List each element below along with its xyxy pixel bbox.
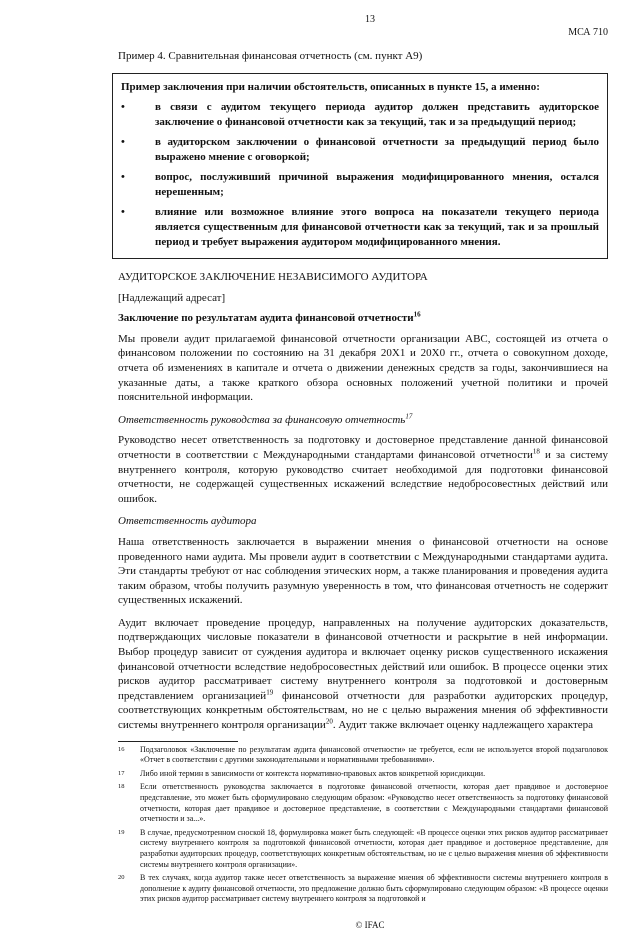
para-text: . Аудит также включает оценку надлежащего характера: [332, 719, 594, 732]
footnote: [118, 828, 608, 870]
footnote-ref: 20: [325, 717, 333, 726]
para-text: финансовой отчетности для разработки аудиторских процедур, соответствующих конкретным обстоятельствам, но не с целью выражения мнения об эффективности системы внутреннего контроля организации: [118, 689, 609, 732]
section-title: [118, 311, 608, 326]
box-title: Пример заключения при наличии обстоятельств, описанных в пункте 15, а именно:: [121, 81, 540, 93]
footnote-text: Либо иной термин в зависимости от контекста нормативно-правовых актов конкретной юрисдикции.: [140, 768, 486, 778]
paragraph-audit-procedures: [118, 616, 608, 733]
footnote-ref: 18: [532, 447, 540, 456]
footnote-text: В случае, предусмотренном сноской 18, формулировка может быть следующей: «В процессе оценки этих рисков аудитор рассматривает систему внутреннего контроля за подготовкой финансовой отчетности, которая дает правдивое и достоверное представление, для разработки аудиторских процедур, соответствующих конкретным обстоятельствам, но не с целью выражения мнения об эффективности системы внутреннего контроля организации».: [140, 827, 608, 869]
report-heading: АУДИТОРСКОЕ ЗАКЛЮЧЕНИЕ НЕЗАВИСИМОГО АУДИТОРА: [118, 271, 428, 283]
bullet-icon: •: [121, 171, 125, 183]
bullet-icon: •: [121, 206, 125, 218]
footnote-number: 16: [118, 745, 125, 753]
paragraph-mgmt-responsibility: [118, 433, 608, 506]
addressee: [Надлежащий адресат]: [118, 291, 226, 304]
mgmt-title-text: Ответственность руководства за финансовую отчетность: [118, 413, 406, 426]
footnote-ref: 16: [413, 310, 421, 319]
footnote-text: Если ответственность руководства заключается в подготовке финансовой отчетности, которая дает правдивое и достоверное представление, это может быть сформулировано следующим образом: «Руководство несет ответственность за подготовку финансовой отчетности, которая дает правдивое и достоверное представление, в соответствии с Международными стандартами финансовой отчетности и за...».: [140, 782, 608, 824]
page-number: 13: [365, 14, 375, 25]
footnote-text: Подзаголовок «Заключение по результатам аудита финансовой отчетности» не требуется, если не используется второй подзаголовок «Отчет в соответствии с другими законодательными и нормативными требованиями».: [140, 744, 608, 765]
bullet-icon: •: [121, 136, 125, 148]
box-bullet-item: [121, 205, 599, 250]
footnote-ref: 19: [266, 688, 274, 697]
standard-label: МСА 710: [568, 27, 608, 38]
copyright: © IFAC: [355, 919, 385, 930]
bullet-icon: •: [121, 101, 125, 113]
footnote-text: В тех случаях, когда аудитор также несет ответственность за выражение мнения об эффективности системы внутреннего контроля в дополнение к аудиту финансовой отчетности, это предложение должно быть сформулировано следующим образом: «В процессе оценки этих рисков аудитор рассматривает систему внутреннего контроля за подготовкой и: [140, 873, 608, 904]
paragraph-auditor-responsibility: Наша ответственность заключается в выражении мнения о финансовой отчетности на основе проведенного нами аудита. Мы провели аудит в соответствии с Международными стандартами аудита. Эти стандарты требуют от нас соблюдения этических норм, а также планирования и проведения аудита таким образом, чтобы получить разумную уверенность в том, что финансовая отчетность не содержит существенных искажений.: [118, 535, 608, 607]
box-bullet-item: [121, 100, 599, 130]
footnote: [118, 745, 608, 766]
footnote-number: 17: [118, 769, 125, 777]
para-text: и за систему внутреннего контроля, которую руководство считает необходимой для подготовки финансовой отчетности, не содержащей существенных искажений вследствие недобросовестных действий или ошибок.: [118, 448, 608, 505]
para-text: Аудит включает проведение процедур, направленных на получение аудиторских доказательств, подтверждающих числовые показатели в финансовой отчетности и раскрытие в ней информации. Выбор процедур зависит от суждения аудитора и включает оценку рисков существенного искажения финансовой отчетности вследствие недобросовестных действий или ошибок. В процессе оценки этих рисков аудитор рассматривает систему внутреннего контроля за подготовкой и достоверным представлением организацией: [118, 616, 608, 702]
para-text: Руководство несет ответственность за подготовку и достоверное представление данной финансовой отчетности в соответствии с Международными стандартами финансовой отчетности: [118, 434, 608, 461]
bullet-text: влияние или возможное влияние этого вопроса на показатели текущего периода является существенным для финансовой отчетности как за текущий, так и за прошлый период и требует выражения аудитором модифицированного мнения.: [155, 206, 599, 248]
footnote: [118, 782, 608, 824]
footnote-number: 18: [118, 783, 125, 791]
auditor-responsibility-title: Ответственность аудитора: [118, 515, 257, 528]
bullet-text: вопрос, послуживший причиной выражения модифицированного мнения, остался нерешенным;: [155, 171, 599, 198]
footnote-ref: 17: [405, 412, 413, 421]
example-title: Пример 4. Сравнительная финансовая отчетность (см. пункт А9): [118, 50, 423, 62]
footnote-number: 20: [118, 874, 125, 882]
paragraph-opinion-scope: Мы провели аудит прилагаемой финансовой отчетности организации ABC, состоящей из отчета о финансовом положении по состоянию на 31 декабря 20X1 и 20X0 гг., отчета о совокупном доходе, отчета об изменениях в капитале и отчета о движении денежных средств за годы, закончившиеся на указанные даты, а также краткого обзора основных положений учетной политики и прочей пояснительной информации.: [118, 332, 608, 404]
footnote-separator: [118, 741, 238, 742]
section-title-text: Заключение по результатам аудита финансовой отчетности: [118, 312, 414, 325]
bullet-text: в аудиторском заключении о финансовой отчетности за предыдущий период было выражено мнение с оговоркой;: [155, 136, 599, 163]
footnote: [118, 873, 608, 905]
footnote: [118, 769, 608, 780]
bullet-text: в связи с аудитом текущего периода аудитор должен представить аудиторское заключение о финансовой отчетности как за текущий, так и за предыдущий период;: [155, 101, 599, 128]
footnote-number: 19: [118, 828, 125, 836]
example-box: [112, 73, 608, 259]
mgmt-responsibility-title: [118, 413, 608, 428]
box-bullet-item: [121, 135, 599, 165]
box-bullet-item: [121, 170, 599, 200]
